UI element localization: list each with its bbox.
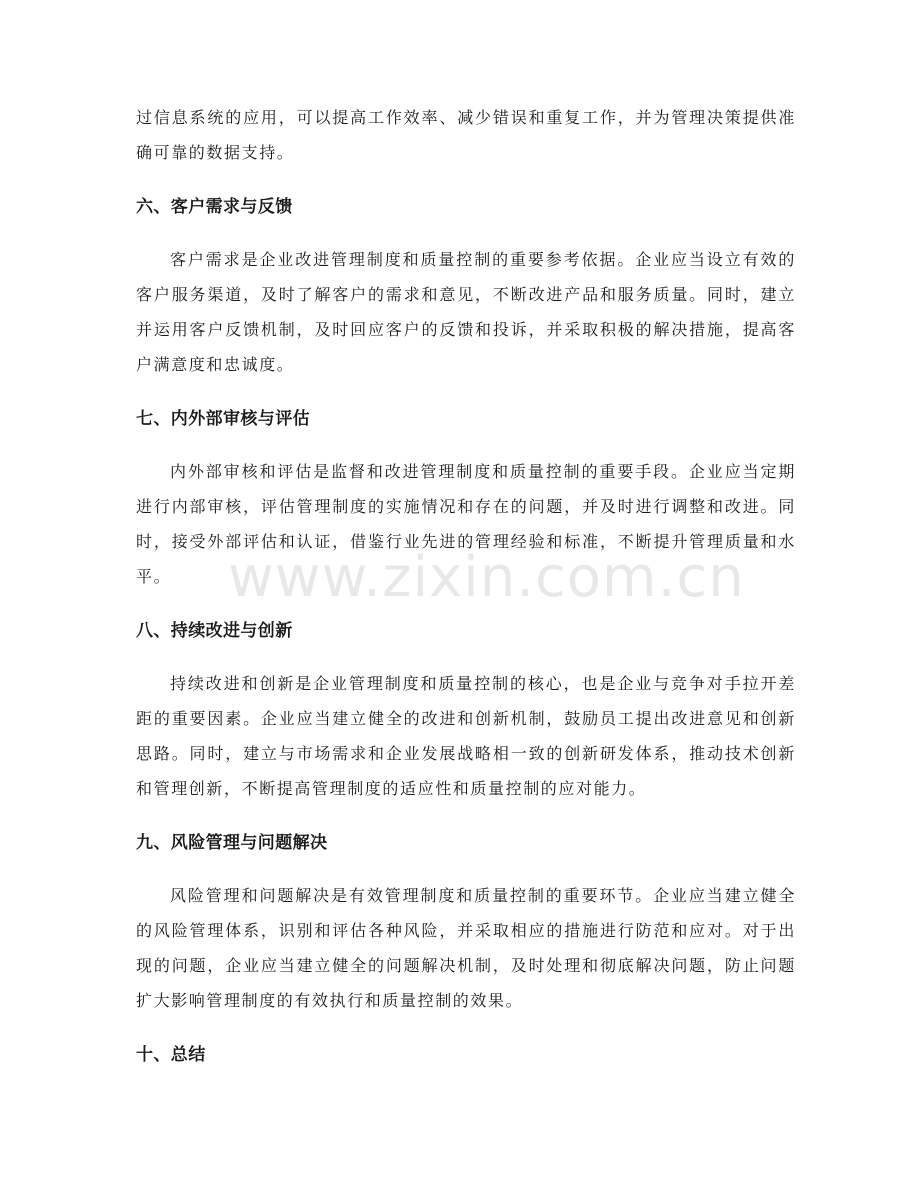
watermark-text: www.zixin.com.cn: [228, 545, 745, 610]
section-heading-8: 八、持续改进与创新: [136, 621, 293, 641]
document-page: [136, 100, 796, 1070]
section-body-9: 风险管理和问题解决是有效管理制度和质量控制的重要环节。企业应当建立健全的风险管理体系，识别和评估各种风险，并采取相应的措施进行防范和应对。对于出现的问题，企业应当建立健全的问题解决机制，及时处理和彻底解决问题，防止问题扩大影响管理制度的有效执行和质量控制的效果。: [136, 886, 796, 1010]
section-body-7: 内外部审核和评估是监督和改进管理制度和质量控制的重要手段。企业应当定期进行内部审核，评估管理制度的实施情况和存在的问题，并及时进行调整和改进。同时，接受外部评估和认证，借鉴行业先进的管理经验和标准，不断提升管理质量和水平。: [136, 462, 796, 586]
opening-paragraph: 过信息系统的应用，可以提高工作效率、减少错误和重复工作，并为管理决策提供准确可靠的数据支持。: [136, 108, 796, 162]
section-body-6: 客户需求是企业改进管理制度和质量控制的重要参考依据。企业应当设立有效的客户服务渠道，及时了解客户的需求和意见，不断改进产品和服务质量。同时，建立并运用客户反馈机制，及时回应客户的反馈和投诉，并采取积极的解决措施，提高客户满意度和忠诚度。: [136, 250, 796, 374]
section-heading-9: 九、风险管理与问题解决: [136, 833, 328, 853]
section-heading-7: 七、内外部审核与评估: [136, 409, 310, 429]
section-heading-6: 六、客户需求与反馈: [136, 197, 293, 217]
section-heading-10: 十、总结: [136, 1045, 206, 1065]
section-body-8: 持续改进和创新是企业管理制度和质量控制的核心，也是企业与竞争对手拉开差距的重要因素。企业应当建立健全的改进和创新机制，鼓励员工提出改进意见和创新思路。同时，建立与市场需求和企业发展战略相一致的创新研发体系，推动技术创新和管理创新，不断提高管理制度的适应性和质量控制的应对能力。: [136, 674, 796, 798]
